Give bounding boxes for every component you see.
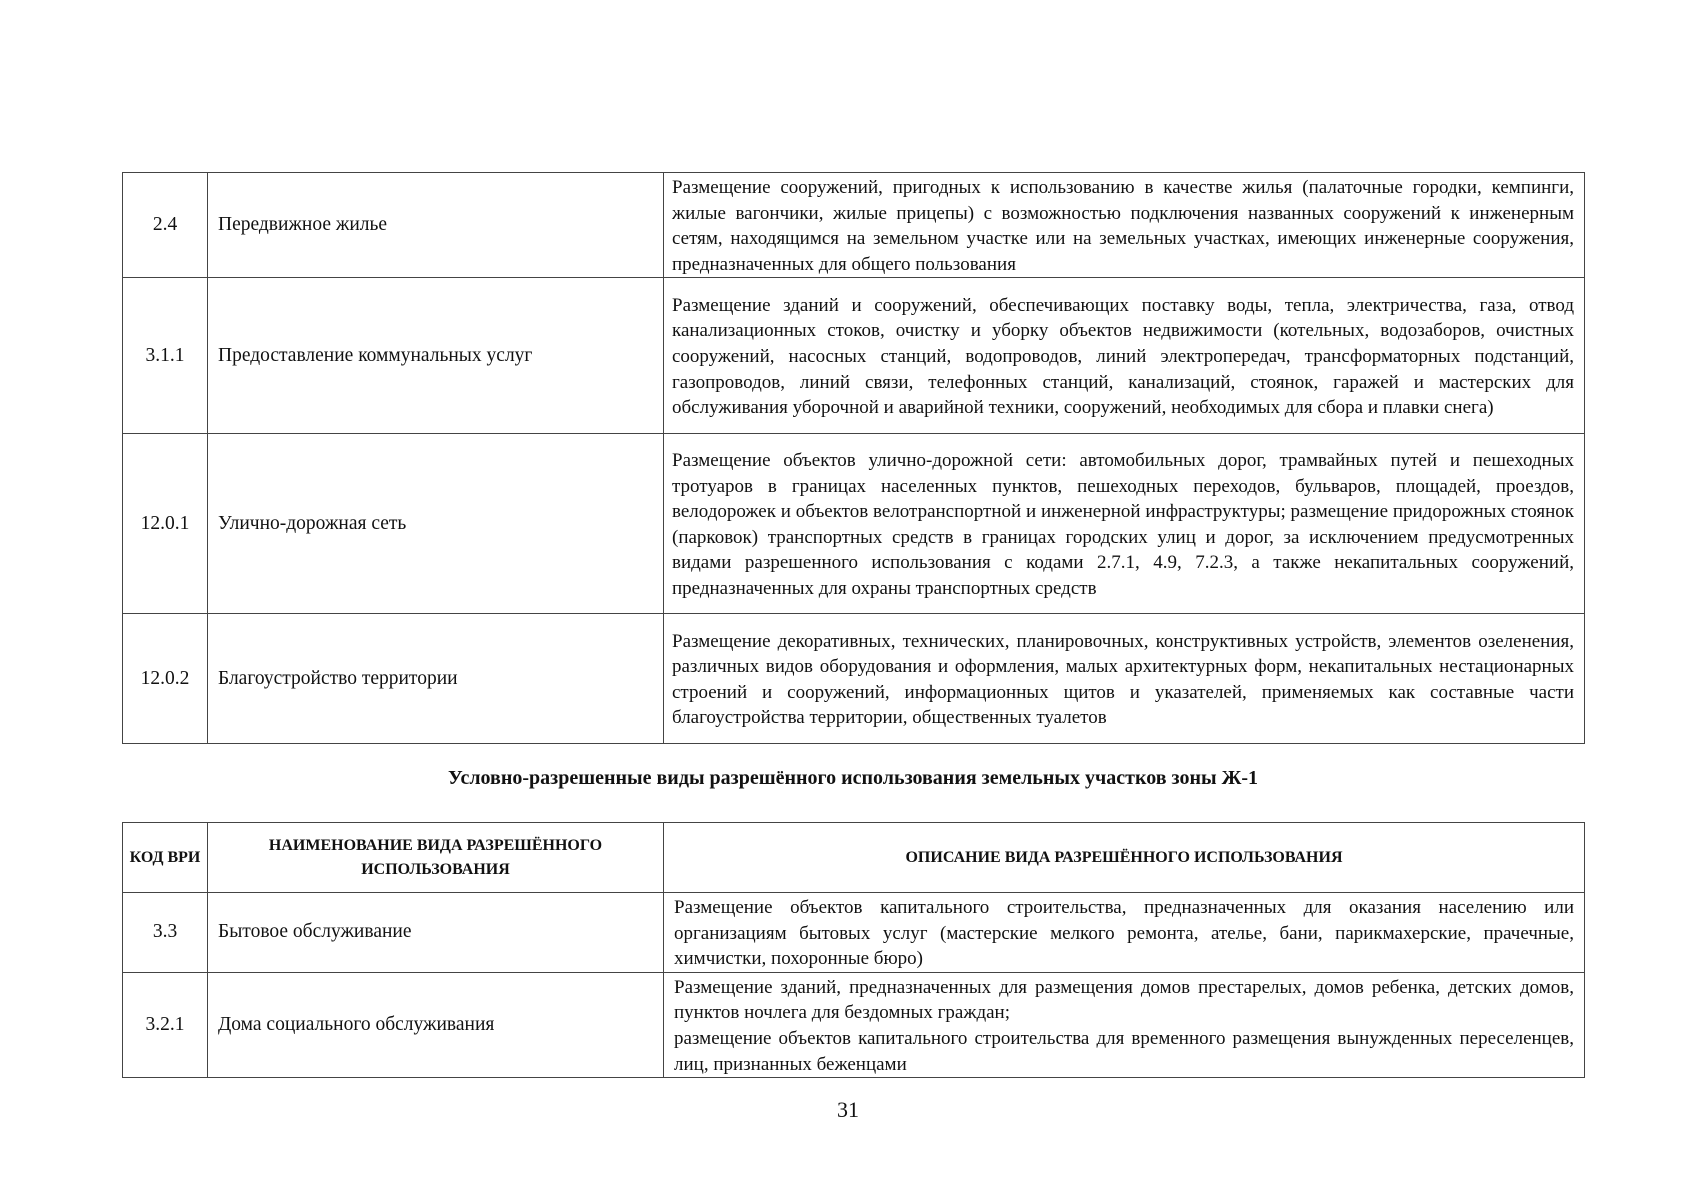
table-row — [123, 972, 1585, 1077]
use-name: Предоставление коммунальных услуг — [208, 278, 664, 434]
use-code: 3.2.1 — [123, 972, 208, 1077]
use-description — [664, 893, 1585, 973]
use-code: 3.1.1 — [123, 278, 208, 434]
use-code: 12.0.2 — [123, 614, 208, 744]
description-paragraph: Размещение сооружений, пригодных к использованию в качестве жилья (палаточные городки, кемпинги, жилые вагончики, жилые прицепы) с возможностью подключения названных сооружений к инженерным сетям, находящимся на земельном участке или на земельных участках, имеющих инженерные сооружения, предназначенных для общего пользования — [672, 177, 1574, 275]
description-paragraph: Размещение объектов улично-дорожной сети: автомобильных дорог, трамвайных путей и пешеходных тротуаров в границах населенных пунктов, пешеходных переходов, бульваров, площадей, проездов, велодорожек и объектов велотранспортной и инженерной инфраструктуры; размещение придорожных стоянок (парковок) транспортных средств в границах городских улиц и дорог, за исключением предусмотренных видами разрешенного использования с кодами 2.7.1, 4.9, 7.2.3, а также некапитальных сооружений, предназначенных для охраны транспортных средств — [672, 450, 1574, 600]
use-name: Бытовое обслуживание — [208, 893, 664, 973]
use-description — [664, 972, 1585, 1077]
description-paragraph: Размещение зданий и сооружений, обеспечивающих поставку воды, тепла, электричества, газа, отвод канализационных стоков, очистку и уборку объектов недвижимости (котельных, водозаборов, очистных сооружений, насосных станций, водопроводов, линий электропередач, трансформаторных подстанций, газопроводов, линий связи, телефонных станций, канализаций, стоянок, гаражей и мастерских для обслуживания уборочной и аварийной техники, сооружений, необходимых для сбора и плавки снега) — [672, 294, 1574, 419]
column-header-code: КОД ВРИ — [123, 823, 208, 893]
conditional-uses-table — [122, 822, 1585, 1078]
table-row — [123, 893, 1585, 973]
use-name: Передвижное жилье — [208, 173, 664, 278]
use-name: Дома социального обслуживания — [208, 972, 664, 1077]
use-code: 3.3 — [123, 893, 208, 973]
description-paragraph: Размещение зданий, предназначенных для размещения домов престарелых, домов ребенка, детских домов, пунктов ночлега для бездомных граждан; — [674, 976, 1574, 1024]
description-paragraph: размещение объектов капитального строительства для временного размещения вынужденных переселенцев, лиц, признанных беженцами — [674, 1027, 1574, 1075]
description-paragraph: Размещение декоративных, технических, планировочных, конструктивных устройств, элементов озеленения, различных видов оборудования и оформления, малых архитектурных форм, некапитальных нестационарных строений и сооружений, информационных щитов и указателей, применяемых как составные части благоустройства территории, общественных туалетов — [672, 630, 1574, 729]
table-row — [123, 614, 1585, 744]
use-name: Благоустройство территории — [208, 614, 664, 744]
use-description — [664, 434, 1585, 614]
page-number: 31 — [837, 1097, 859, 1122]
use-description — [664, 173, 1585, 278]
table-header-row — [123, 823, 1585, 893]
column-header-description: ОПИСАНИЕ ВИДА РАЗРЕШЁННОГО ИСПОЛЬЗОВАНИЯ — [664, 823, 1585, 893]
use-name: Улично-дорожная сеть — [208, 434, 664, 614]
description-paragraph: Размещение объектов капитального строительства, предназначенных для оказания населению или организациям бытовых услуг (мастерские мелкого ремонта, ателье, бани, парикмахерские, прачечные, химчистки, похоронные бюро) — [674, 897, 1574, 970]
use-code: 2.4 — [123, 173, 208, 278]
use-code: 12.0.1 — [123, 434, 208, 614]
table-row — [123, 278, 1585, 434]
use-description — [664, 614, 1585, 744]
section-title: Условно-разрешенные виды разрешённого использования земельных участков зоны Ж-1 — [447, 767, 1259, 789]
column-header-name: НАИМЕНОВАНИЕ ВИДА РАЗРЕШЁННОГО ИСПОЛЬЗОВАНИЯ — [208, 823, 664, 893]
table-row — [123, 173, 1585, 278]
table-row — [123, 434, 1585, 614]
permitted-uses-table — [122, 172, 1585, 744]
use-description — [664, 278, 1585, 434]
